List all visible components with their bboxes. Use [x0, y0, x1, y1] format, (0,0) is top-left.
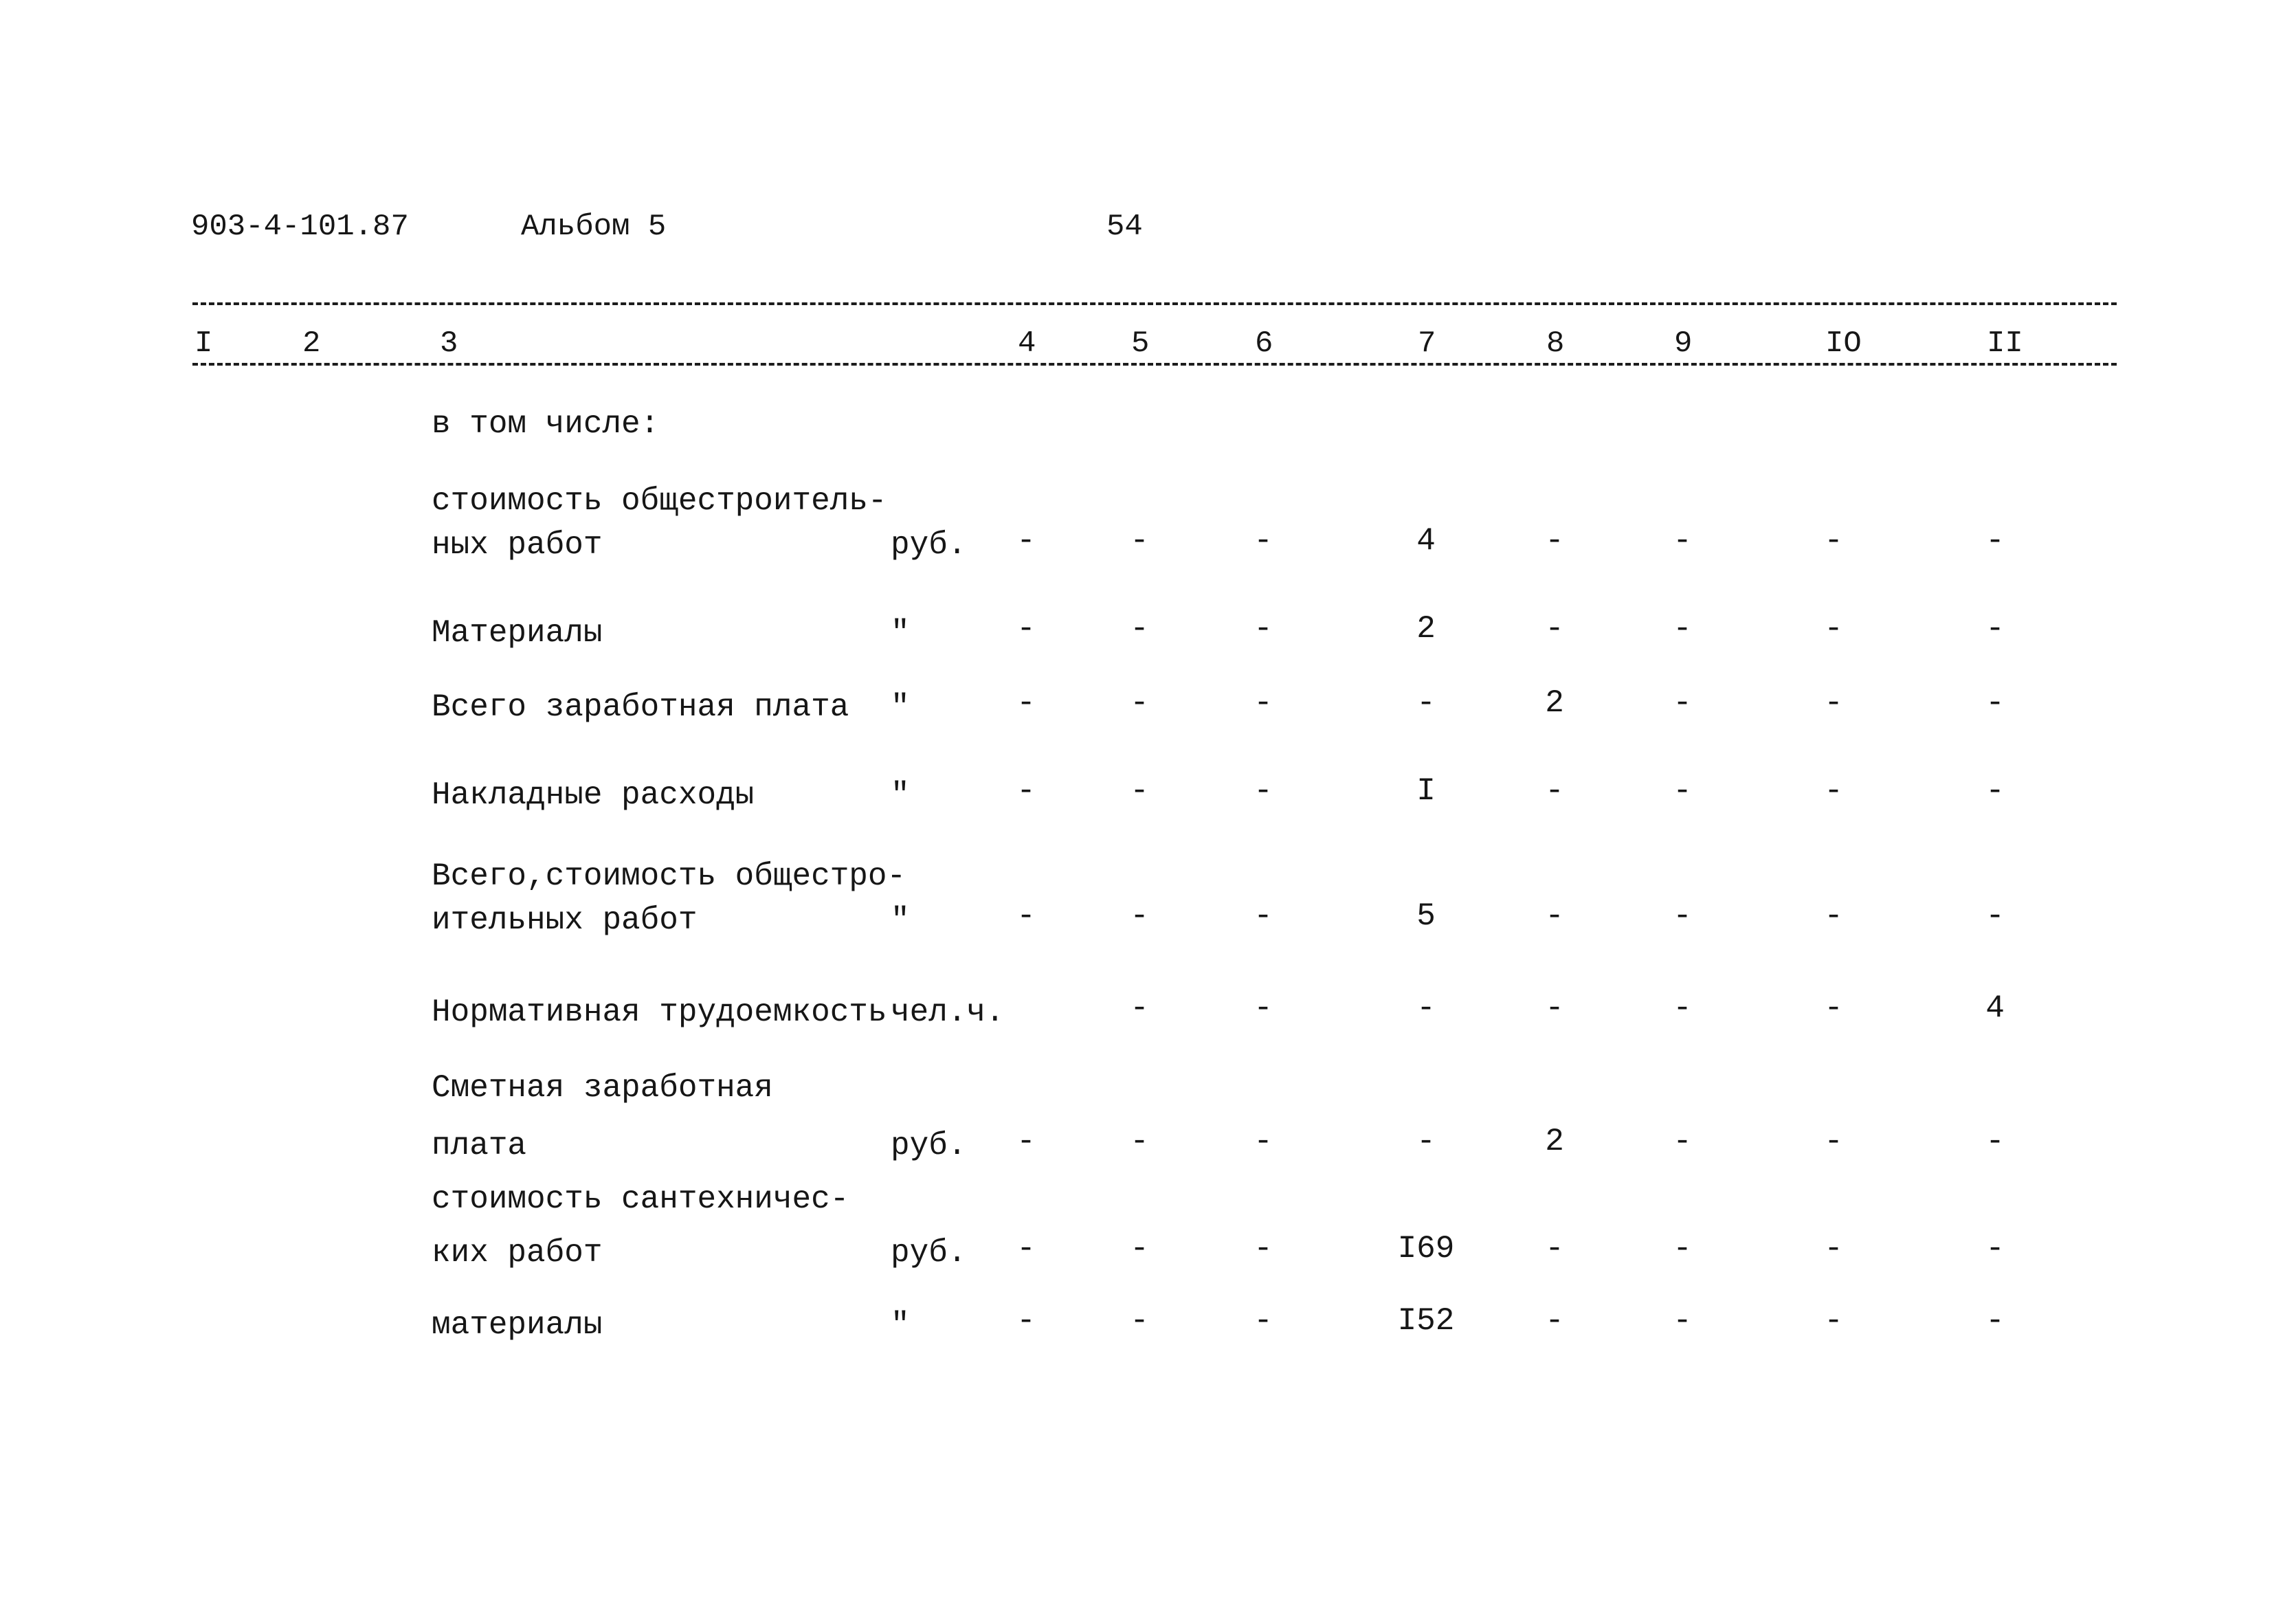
- row-value: 4: [1416, 523, 1436, 559]
- row-label: ких работ: [432, 1235, 603, 1271]
- row-value: -: [1673, 898, 1692, 934]
- row-unit: ": [891, 1307, 910, 1343]
- row-value: -: [1824, 1303, 1843, 1339]
- row-value: -: [1016, 773, 1036, 809]
- row-label: Сметная заработная: [432, 1070, 773, 1106]
- row-value: -: [1673, 990, 1692, 1026]
- row-value: -: [1254, 990, 1273, 1026]
- row-value: -: [1673, 773, 1692, 809]
- column-number: 8: [1546, 326, 1565, 361]
- row-value: -: [1824, 523, 1843, 559]
- page-number: 54: [1106, 210, 1143, 244]
- column-number: 5: [1131, 326, 1150, 361]
- row-value: -: [1673, 1231, 1692, 1267]
- column-number: 7: [1418, 326, 1436, 361]
- row-value: -: [1824, 611, 1843, 647]
- row-value: 4: [1985, 990, 2005, 1026]
- row-value: -: [1254, 773, 1273, 809]
- row-label: Нормативная трудоемкость: [432, 994, 887, 1030]
- row-value: -: [1545, 990, 1564, 1026]
- column-number: 3: [440, 326, 458, 361]
- section-intro: в том числе:: [432, 406, 660, 442]
- row-label: стоимость сантехничес-: [432, 1181, 849, 1217]
- column-number: IO: [1825, 326, 1862, 361]
- row-value: -: [1985, 523, 2005, 559]
- row-value: -: [1416, 685, 1436, 721]
- row-value: 5: [1416, 898, 1436, 934]
- row-value: -: [1016, 1303, 1036, 1339]
- row-value: -: [1016, 523, 1036, 559]
- row-label: ных работ: [432, 527, 603, 563]
- row-value: -: [1545, 523, 1564, 559]
- column-number: 4: [1018, 326, 1036, 361]
- row-value: -: [1130, 685, 1149, 721]
- row-value: -: [1254, 1231, 1273, 1267]
- row-value: -: [1130, 1231, 1149, 1267]
- column-number: I: [194, 326, 213, 361]
- row-value: -: [1416, 990, 1436, 1026]
- row-value: -: [1985, 773, 2005, 809]
- row-value: -: [1545, 611, 1564, 647]
- row-value: 2: [1545, 1124, 1564, 1159]
- row-value: -: [1545, 773, 1564, 809]
- row-label: Всего,стоимость общестро-: [432, 858, 906, 894]
- row-value: -: [1824, 990, 1843, 1026]
- row-value: I: [1416, 773, 1436, 809]
- row-label: стоимость общестроитель-: [432, 483, 887, 519]
- row-value: -: [1016, 685, 1036, 721]
- row-value: -: [1130, 611, 1149, 647]
- row-value: 2: [1416, 611, 1436, 647]
- row-value: -: [1824, 1231, 1843, 1267]
- row-value: -: [1016, 611, 1036, 647]
- document-code: 903-4-101.87: [191, 210, 409, 244]
- row-unit: руб.: [891, 527, 967, 563]
- row-value: -: [1130, 1303, 1149, 1339]
- row-value: -: [1985, 611, 2005, 647]
- row-value: -: [1673, 611, 1692, 647]
- row-unit: ": [891, 777, 910, 813]
- row-unit: ": [891, 615, 910, 651]
- row-value: -: [1673, 1124, 1692, 1159]
- album-label: Альбом 5: [521, 210, 667, 244]
- row-value: -: [1985, 1231, 2005, 1267]
- row-value: -: [1254, 898, 1273, 934]
- row-value: -: [1824, 685, 1843, 721]
- row-value: -: [1985, 1124, 2005, 1159]
- row-value: -: [1254, 523, 1273, 559]
- row-value: -: [1130, 990, 1149, 1026]
- row-value: -: [1254, 1124, 1273, 1159]
- row-value: -: [1254, 1303, 1273, 1339]
- row-label: ительных работ: [432, 902, 698, 938]
- row-value: -: [1673, 685, 1692, 721]
- row-value: -: [1985, 1303, 2005, 1339]
- row-value: 2: [1545, 685, 1564, 721]
- row-value: -: [1130, 773, 1149, 809]
- row-value: -: [1824, 898, 1843, 934]
- row-value: -: [1545, 1303, 1564, 1339]
- row-label: Всего заработная плата: [432, 689, 849, 725]
- row-value: -: [1016, 1231, 1036, 1267]
- row-value: -: [1016, 898, 1036, 934]
- row-unit: чел.ч.: [891, 994, 1005, 1030]
- column-number: II: [1987, 326, 2023, 361]
- row-label: Материалы: [432, 615, 603, 651]
- row-value: -: [1985, 685, 2005, 721]
- column-number: 9: [1674, 326, 1693, 361]
- row-value: -: [1254, 685, 1273, 721]
- row-unit: руб.: [891, 1128, 967, 1164]
- row-value: -: [1130, 523, 1149, 559]
- row-value: -: [1130, 1124, 1149, 1159]
- row-value: -: [1254, 611, 1273, 647]
- row-unit: ": [891, 689, 910, 725]
- row-value: -: [1985, 898, 2005, 934]
- row-label: материалы: [432, 1307, 603, 1343]
- column-number: 2: [302, 326, 321, 361]
- row-value: -: [1416, 1124, 1436, 1159]
- row-label: Накладные расходы: [432, 777, 755, 813]
- table-header-rule: [192, 363, 2117, 366]
- row-unit: руб.: [891, 1235, 967, 1271]
- row-value: -: [1673, 1303, 1692, 1339]
- row-unit: ": [891, 902, 910, 938]
- row-value: I52: [1397, 1303, 1455, 1339]
- column-number: 6: [1255, 326, 1273, 361]
- row-value: -: [1824, 1124, 1843, 1159]
- row-value: -: [1824, 773, 1843, 809]
- row-value: -: [1673, 523, 1692, 559]
- row-value: -: [1545, 898, 1564, 934]
- row-value: -: [1545, 1231, 1564, 1267]
- row-label: плата: [432, 1128, 527, 1164]
- row-value: I69: [1397, 1231, 1455, 1267]
- table-top-rule: [192, 302, 2117, 305]
- row-value: -: [1016, 1124, 1036, 1159]
- row-value: -: [1130, 898, 1149, 934]
